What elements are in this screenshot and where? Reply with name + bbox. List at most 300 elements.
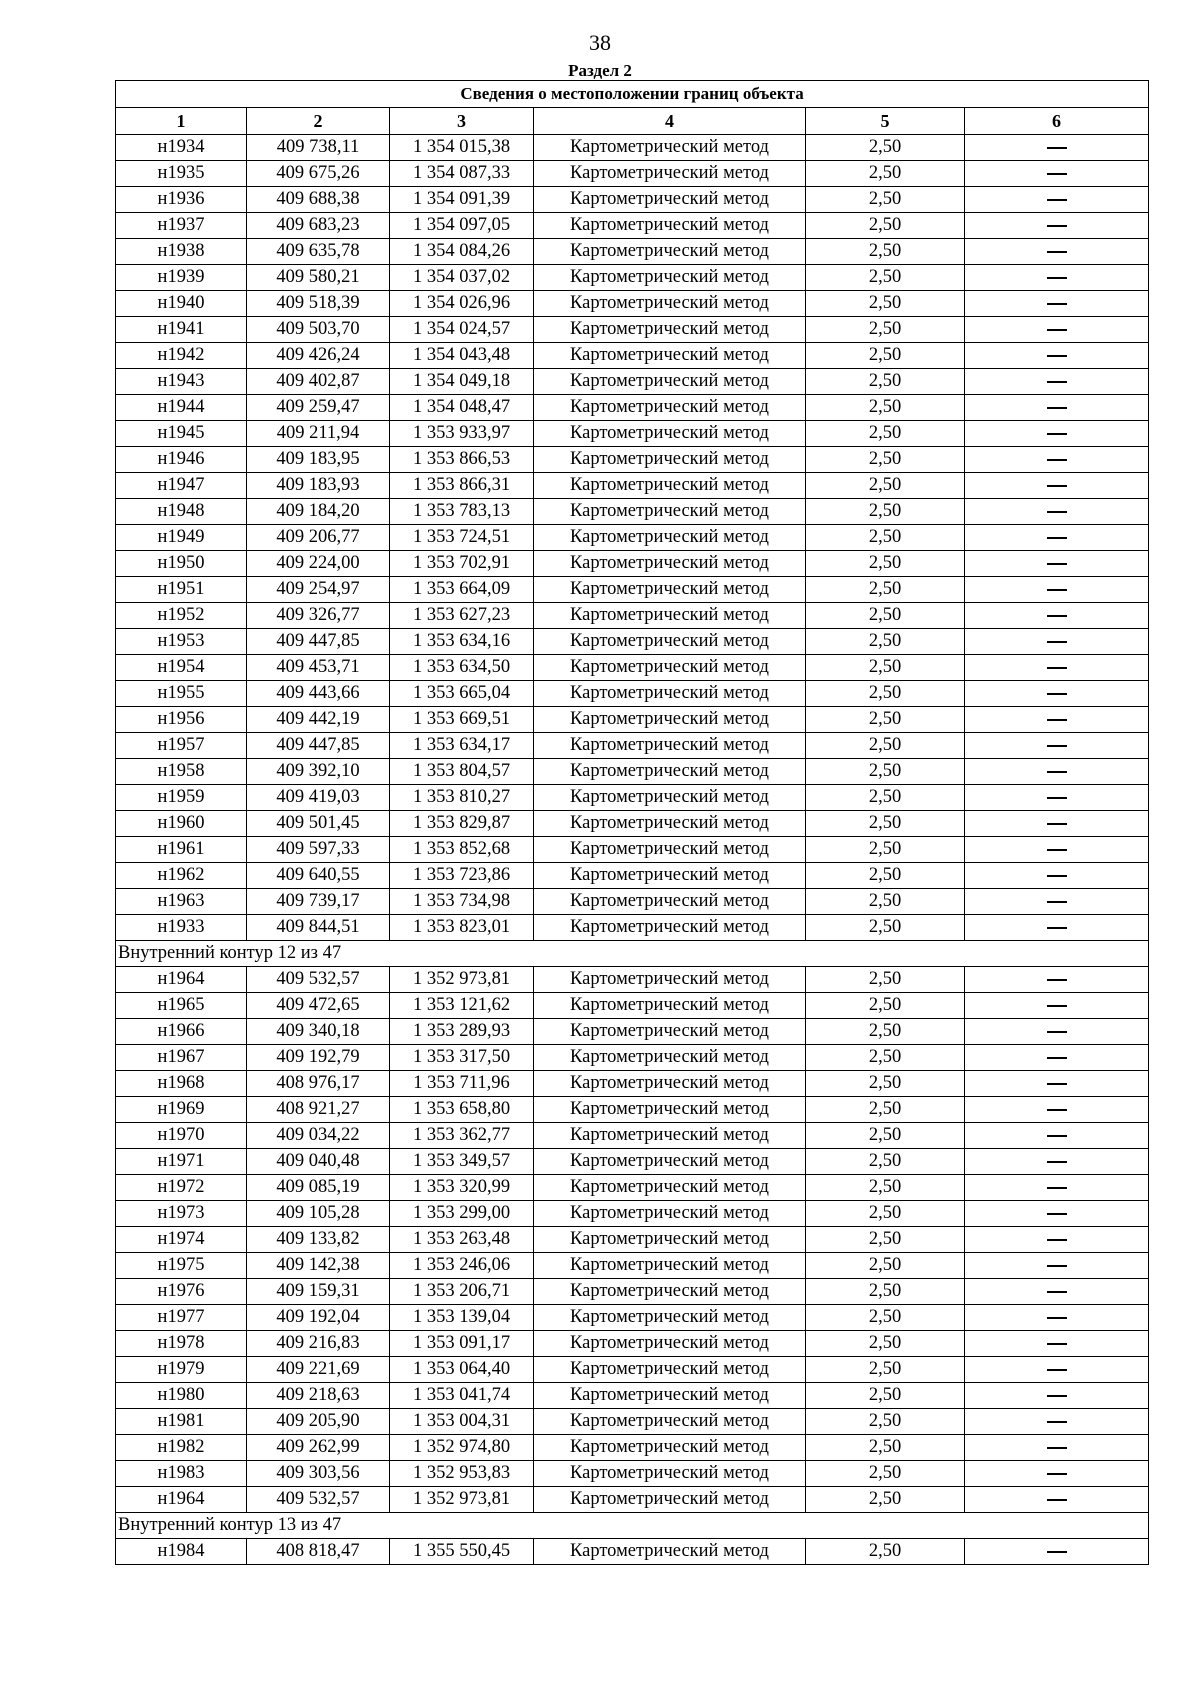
x-coordinate-cell: 409 133,82 bbox=[247, 1227, 390, 1253]
point-number-cell: н1978 bbox=[116, 1331, 247, 1357]
method-cell: Картометрический метод bbox=[534, 343, 806, 369]
table-row bbox=[116, 681, 1149, 707]
point-number-cell: н1974 bbox=[116, 1227, 247, 1253]
point-number-cell: н1942 bbox=[116, 343, 247, 369]
accuracy-cell: 2,50 bbox=[806, 629, 965, 655]
table-row bbox=[116, 1357, 1149, 1383]
table-row bbox=[116, 603, 1149, 629]
table-row bbox=[116, 1045, 1149, 1071]
x-coordinate-cell: 409 211,94 bbox=[247, 421, 390, 447]
point-number-cell: н1972 bbox=[116, 1175, 247, 1201]
method-cell: Картометрический метод bbox=[534, 993, 806, 1019]
dash-mark bbox=[1047, 407, 1067, 409]
point-number-cell: н1951 bbox=[116, 577, 247, 603]
method-cell: Картометрический метод bbox=[534, 1357, 806, 1383]
y-coordinate-cell: 1 353 933,97 bbox=[390, 421, 534, 447]
table-row bbox=[116, 343, 1149, 369]
note-cell bbox=[965, 395, 1149, 421]
method-cell: Картометрический метод bbox=[534, 1487, 806, 1513]
dash-mark bbox=[1047, 901, 1067, 903]
y-coordinate-cell: 1 353 669,51 bbox=[390, 707, 534, 733]
table-row bbox=[116, 785, 1149, 811]
point-number-cell: н1968 bbox=[116, 1071, 247, 1097]
y-coordinate-cell: 1 353 783,13 bbox=[390, 499, 534, 525]
dash-mark bbox=[1047, 225, 1067, 227]
note-cell bbox=[965, 655, 1149, 681]
method-cell: Картометрический метод bbox=[534, 161, 806, 187]
accuracy-cell: 2,50 bbox=[806, 707, 965, 733]
method-cell: Картометрический метод bbox=[534, 1045, 806, 1071]
x-coordinate-cell: 409 844,51 bbox=[247, 915, 390, 941]
method-cell: Картометрический метод bbox=[534, 1149, 806, 1175]
point-number-cell: н1943 bbox=[116, 369, 247, 395]
accuracy-cell: 2,50 bbox=[806, 681, 965, 707]
table-row bbox=[116, 1201, 1149, 1227]
dash-mark bbox=[1047, 1161, 1067, 1163]
note-cell bbox=[965, 369, 1149, 395]
x-coordinate-cell: 409 739,17 bbox=[247, 889, 390, 915]
method-cell: Картометрический метод bbox=[534, 395, 806, 421]
point-number-cell: н1961 bbox=[116, 837, 247, 863]
dash-mark bbox=[1047, 979, 1067, 981]
point-number-cell: н1967 bbox=[116, 1045, 247, 1071]
dash-mark bbox=[1047, 1499, 1067, 1501]
column-number: 3 bbox=[390, 108, 534, 135]
point-number-cell: н1980 bbox=[116, 1383, 247, 1409]
table-row bbox=[116, 863, 1149, 889]
table-row bbox=[116, 1175, 1149, 1201]
x-coordinate-cell: 409 447,85 bbox=[247, 629, 390, 655]
note-cell bbox=[965, 343, 1149, 369]
x-coordinate-cell: 409 326,77 bbox=[247, 603, 390, 629]
dash-mark bbox=[1047, 1031, 1067, 1033]
x-coordinate-cell: 409 392,10 bbox=[247, 759, 390, 785]
y-coordinate-cell: 1 354 091,39 bbox=[390, 187, 534, 213]
accuracy-cell: 2,50 bbox=[806, 369, 965, 395]
method-cell: Картометрический метод bbox=[534, 1123, 806, 1149]
x-coordinate-cell: 409 635,78 bbox=[247, 239, 390, 265]
point-number-cell: н1949 bbox=[116, 525, 247, 551]
contour-subheading: Внутренний контур 12 из 47 bbox=[116, 941, 1149, 967]
table-row bbox=[116, 447, 1149, 473]
method-cell: Картометрический метод bbox=[534, 733, 806, 759]
point-number-cell: н1963 bbox=[116, 889, 247, 915]
table-row bbox=[116, 1227, 1149, 1253]
x-coordinate-cell: 409 205,90 bbox=[247, 1409, 390, 1435]
note-cell bbox=[965, 1461, 1149, 1487]
note-cell bbox=[965, 863, 1149, 889]
method-cell: Картометрический метод bbox=[534, 967, 806, 993]
accuracy-cell: 2,50 bbox=[806, 733, 965, 759]
accuracy-cell: 2,50 bbox=[806, 161, 965, 187]
x-coordinate-cell: 409 184,20 bbox=[247, 499, 390, 525]
accuracy-cell: 2,50 bbox=[806, 1461, 965, 1487]
table-row bbox=[116, 811, 1149, 837]
y-coordinate-cell: 1 354 026,96 bbox=[390, 291, 534, 317]
point-number-cell: н1981 bbox=[116, 1409, 247, 1435]
point-number-cell: н1936 bbox=[116, 187, 247, 213]
accuracy-cell: 2,50 bbox=[806, 1123, 965, 1149]
x-coordinate-cell: 409 183,93 bbox=[247, 473, 390, 499]
point-number-cell: н1944 bbox=[116, 395, 247, 421]
accuracy-cell: 2,50 bbox=[806, 1045, 965, 1071]
dash-mark bbox=[1047, 771, 1067, 773]
y-coordinate-cell: 1 353 804,57 bbox=[390, 759, 534, 785]
point-number-cell: н1960 bbox=[116, 811, 247, 837]
accuracy-cell: 2,50 bbox=[806, 395, 965, 421]
method-cell: Картометрический метод bbox=[534, 1097, 806, 1123]
x-coordinate-cell: 409 105,28 bbox=[247, 1201, 390, 1227]
y-coordinate-cell: 1 353 829,87 bbox=[390, 811, 534, 837]
accuracy-cell: 2,50 bbox=[806, 239, 965, 265]
y-coordinate-cell: 1 354 087,33 bbox=[390, 161, 534, 187]
dash-mark bbox=[1047, 849, 1067, 851]
dash-mark bbox=[1047, 875, 1067, 877]
y-coordinate-cell: 1 353 246,06 bbox=[390, 1253, 534, 1279]
point-number-cell: н1976 bbox=[116, 1279, 247, 1305]
note-cell bbox=[965, 447, 1149, 473]
dash-mark bbox=[1047, 1395, 1067, 1397]
y-coordinate-cell: 1 353 664,09 bbox=[390, 577, 534, 603]
accuracy-cell: 2,50 bbox=[806, 1097, 965, 1123]
table-row bbox=[116, 707, 1149, 733]
point-number-cell: н1958 bbox=[116, 759, 247, 785]
y-coordinate-cell: 1 352 973,81 bbox=[390, 1487, 534, 1513]
contour-subheading-row bbox=[116, 941, 1149, 967]
x-coordinate-cell: 409 597,33 bbox=[247, 837, 390, 863]
table-row bbox=[116, 1019, 1149, 1045]
method-cell: Картометрический метод bbox=[534, 473, 806, 499]
method-cell: Картометрический метод bbox=[534, 1383, 806, 1409]
note-cell bbox=[965, 187, 1149, 213]
note-cell bbox=[965, 1331, 1149, 1357]
dash-mark bbox=[1047, 563, 1067, 565]
note-cell bbox=[965, 707, 1149, 733]
method-cell: Картометрический метод bbox=[534, 655, 806, 681]
dash-mark bbox=[1047, 1005, 1067, 1007]
method-cell: Картометрический метод bbox=[534, 863, 806, 889]
method-cell: Картометрический метод bbox=[534, 1279, 806, 1305]
table-row bbox=[116, 421, 1149, 447]
point-number-cell: н1934 bbox=[116, 135, 247, 161]
accuracy-cell: 2,50 bbox=[806, 1383, 965, 1409]
x-coordinate-cell: 409 224,00 bbox=[247, 551, 390, 577]
y-coordinate-cell: 1 353 702,91 bbox=[390, 551, 534, 577]
method-cell: Картометрический метод bbox=[534, 135, 806, 161]
accuracy-cell: 2,50 bbox=[806, 785, 965, 811]
table-row bbox=[116, 395, 1149, 421]
x-coordinate-cell: 409 303,56 bbox=[247, 1461, 390, 1487]
y-coordinate-cell: 1 352 974,80 bbox=[390, 1435, 534, 1461]
dash-mark bbox=[1047, 251, 1067, 253]
table-row bbox=[116, 291, 1149, 317]
note-cell bbox=[965, 1487, 1149, 1513]
point-number-cell: н1983 bbox=[116, 1461, 247, 1487]
y-coordinate-cell: 1 352 953,83 bbox=[390, 1461, 534, 1487]
note-cell bbox=[965, 629, 1149, 655]
x-coordinate-cell: 409 221,69 bbox=[247, 1357, 390, 1383]
dash-mark bbox=[1047, 277, 1067, 279]
point-number-cell: н1941 bbox=[116, 317, 247, 343]
accuracy-cell: 2,50 bbox=[806, 265, 965, 291]
accuracy-cell: 2,50 bbox=[806, 915, 965, 941]
method-cell: Картометрический метод bbox=[534, 629, 806, 655]
y-coordinate-cell: 1 353 723,86 bbox=[390, 863, 534, 889]
dash-mark bbox=[1047, 1317, 1067, 1319]
method-cell: Картометрический метод bbox=[534, 265, 806, 291]
x-coordinate-cell: 409 206,77 bbox=[247, 525, 390, 551]
method-cell: Картометрический метод bbox=[534, 369, 806, 395]
y-coordinate-cell: 1 353 320,99 bbox=[390, 1175, 534, 1201]
method-cell: Картометрический метод bbox=[534, 707, 806, 733]
method-cell: Картометрический метод bbox=[534, 915, 806, 941]
x-coordinate-cell: 409 532,57 bbox=[247, 967, 390, 993]
y-coordinate-cell: 1 353 852,68 bbox=[390, 837, 534, 863]
point-number-cell: н1975 bbox=[116, 1253, 247, 1279]
y-coordinate-cell: 1 353 634,16 bbox=[390, 629, 534, 655]
y-coordinate-cell: 1 354 015,38 bbox=[390, 135, 534, 161]
x-coordinate-cell: 409 472,65 bbox=[247, 993, 390, 1019]
method-cell: Картометрический метод bbox=[534, 785, 806, 811]
point-number-cell: н1964 bbox=[116, 1487, 247, 1513]
method-cell: Картометрический метод bbox=[534, 1253, 806, 1279]
x-coordinate-cell: 409 340,18 bbox=[247, 1019, 390, 1045]
table-row bbox=[116, 317, 1149, 343]
x-coordinate-cell: 409 192,04 bbox=[247, 1305, 390, 1331]
table-row bbox=[116, 915, 1149, 941]
point-number-cell: н1955 bbox=[116, 681, 247, 707]
table-row bbox=[116, 1253, 1149, 1279]
dash-mark bbox=[1047, 719, 1067, 721]
note-cell bbox=[965, 1123, 1149, 1149]
accuracy-cell: 2,50 bbox=[806, 421, 965, 447]
y-coordinate-cell: 1 354 043,48 bbox=[390, 343, 534, 369]
y-coordinate-cell: 1 353 349,57 bbox=[390, 1149, 534, 1175]
table-row bbox=[116, 525, 1149, 551]
dash-mark bbox=[1047, 459, 1067, 461]
y-coordinate-cell: 1 353 091,17 bbox=[390, 1331, 534, 1357]
table-row bbox=[116, 135, 1149, 161]
note-cell bbox=[965, 265, 1149, 291]
method-cell: Картометрический метод bbox=[534, 1539, 806, 1565]
x-coordinate-cell: 409 262,99 bbox=[247, 1435, 390, 1461]
point-number-cell: н1935 bbox=[116, 161, 247, 187]
y-coordinate-cell: 1 353 734,98 bbox=[390, 889, 534, 915]
y-coordinate-cell: 1 353 121,62 bbox=[390, 993, 534, 1019]
method-cell: Картометрический метод bbox=[534, 1409, 806, 1435]
dash-mark bbox=[1047, 693, 1067, 695]
table-row bbox=[116, 473, 1149, 499]
contour-subheading: Внутренний контур 13 из 47 bbox=[116, 1513, 1149, 1539]
x-coordinate-cell: 409 683,23 bbox=[247, 213, 390, 239]
point-number-cell: н1940 bbox=[116, 291, 247, 317]
note-cell bbox=[965, 1175, 1149, 1201]
note-cell bbox=[965, 811, 1149, 837]
accuracy-cell: 2,50 bbox=[806, 1331, 965, 1357]
dash-mark bbox=[1047, 329, 1067, 331]
note-cell bbox=[965, 1279, 1149, 1305]
y-coordinate-cell: 1 353 866,31 bbox=[390, 473, 534, 499]
note-cell bbox=[965, 1409, 1149, 1435]
x-coordinate-cell: 409 218,63 bbox=[247, 1383, 390, 1409]
dash-mark bbox=[1047, 537, 1067, 539]
table-row bbox=[116, 265, 1149, 291]
point-number-cell: н1956 bbox=[116, 707, 247, 733]
note-cell bbox=[965, 213, 1149, 239]
note-cell bbox=[965, 1071, 1149, 1097]
note-cell bbox=[965, 1045, 1149, 1071]
dash-mark bbox=[1047, 511, 1067, 513]
point-number-cell: н1982 bbox=[116, 1435, 247, 1461]
note-cell bbox=[965, 733, 1149, 759]
dash-mark bbox=[1047, 615, 1067, 617]
note-cell bbox=[965, 915, 1149, 941]
point-number-cell: н1973 bbox=[116, 1201, 247, 1227]
accuracy-cell: 2,50 bbox=[806, 343, 965, 369]
x-coordinate-cell: 409 142,38 bbox=[247, 1253, 390, 1279]
x-coordinate-cell: 409 085,19 bbox=[247, 1175, 390, 1201]
table-row bbox=[116, 655, 1149, 681]
accuracy-cell: 2,50 bbox=[806, 551, 965, 577]
accuracy-cell: 2,50 bbox=[806, 1409, 965, 1435]
dash-mark bbox=[1047, 1369, 1067, 1371]
dash-mark bbox=[1047, 1291, 1067, 1293]
table-row bbox=[116, 1435, 1149, 1461]
method-cell: Картометрический метод bbox=[534, 577, 806, 603]
table-row bbox=[116, 1539, 1149, 1565]
method-cell: Картометрический метод bbox=[534, 1175, 806, 1201]
accuracy-cell: 2,50 bbox=[806, 759, 965, 785]
dash-mark bbox=[1047, 1343, 1067, 1345]
accuracy-cell: 2,50 bbox=[806, 577, 965, 603]
note-cell bbox=[965, 1539, 1149, 1565]
page-number: 38 bbox=[589, 30, 611, 55]
dash-mark bbox=[1047, 797, 1067, 799]
table-row bbox=[116, 837, 1149, 863]
x-coordinate-cell: 409 688,38 bbox=[247, 187, 390, 213]
y-coordinate-cell: 1 353 263,48 bbox=[390, 1227, 534, 1253]
table-row bbox=[116, 1409, 1149, 1435]
method-cell: Картометрический метод bbox=[534, 187, 806, 213]
table-row bbox=[116, 1123, 1149, 1149]
note-cell bbox=[965, 837, 1149, 863]
note-cell bbox=[965, 681, 1149, 707]
y-coordinate-cell: 1 353 627,23 bbox=[390, 603, 534, 629]
dash-mark bbox=[1047, 1187, 1067, 1189]
dash-mark bbox=[1047, 1109, 1067, 1111]
dash-mark bbox=[1047, 147, 1067, 149]
accuracy-cell: 2,50 bbox=[806, 291, 965, 317]
dash-mark bbox=[1047, 823, 1067, 825]
accuracy-cell: 2,50 bbox=[806, 863, 965, 889]
note-cell bbox=[965, 759, 1149, 785]
method-cell: Картометрический метод bbox=[534, 213, 806, 239]
y-coordinate-cell: 1 353 139,04 bbox=[390, 1305, 534, 1331]
dash-mark bbox=[1047, 1135, 1067, 1137]
note-cell bbox=[965, 239, 1149, 265]
dash-mark bbox=[1047, 641, 1067, 643]
point-number-cell: н1937 bbox=[116, 213, 247, 239]
x-coordinate-cell: 409 442,19 bbox=[247, 707, 390, 733]
x-coordinate-cell: 409 426,24 bbox=[247, 343, 390, 369]
table-row bbox=[116, 733, 1149, 759]
method-cell: Картометрический метод bbox=[534, 837, 806, 863]
point-number-cell: н1954 bbox=[116, 655, 247, 681]
accuracy-cell: 2,50 bbox=[806, 1227, 965, 1253]
point-number-cell: н1933 bbox=[116, 915, 247, 941]
point-number-cell: н1984 bbox=[116, 1539, 247, 1565]
accuracy-cell: 2,50 bbox=[806, 525, 965, 551]
point-number-cell: н1945 bbox=[116, 421, 247, 447]
column-number: 6 bbox=[965, 108, 1149, 135]
contour-subheading-row bbox=[116, 1513, 1149, 1539]
table-row bbox=[116, 759, 1149, 785]
accuracy-cell: 2,50 bbox=[806, 473, 965, 499]
table-title-row bbox=[116, 81, 1149, 108]
note-cell bbox=[965, 1435, 1149, 1461]
accuracy-cell: 2,50 bbox=[806, 1305, 965, 1331]
table-row bbox=[116, 889, 1149, 915]
dash-mark bbox=[1047, 355, 1067, 357]
table-row bbox=[116, 577, 1149, 603]
point-number-cell: н1952 bbox=[116, 603, 247, 629]
table-row bbox=[116, 993, 1149, 1019]
point-number-cell: н1947 bbox=[116, 473, 247, 499]
accuracy-cell: 2,50 bbox=[806, 993, 965, 1019]
dash-mark bbox=[1047, 1057, 1067, 1059]
method-cell: Картометрический метод bbox=[534, 525, 806, 551]
y-coordinate-cell: 1 354 048,47 bbox=[390, 395, 534, 421]
point-number-cell: н1950 bbox=[116, 551, 247, 577]
method-cell: Картометрический метод bbox=[534, 811, 806, 837]
accuracy-cell: 2,50 bbox=[806, 603, 965, 629]
note-cell bbox=[965, 1019, 1149, 1045]
method-cell: Картометрический метод bbox=[534, 1227, 806, 1253]
table-row bbox=[116, 1097, 1149, 1123]
table-row bbox=[116, 1383, 1149, 1409]
method-cell: Картометрический метод bbox=[534, 1305, 806, 1331]
dash-mark bbox=[1047, 1239, 1067, 1241]
table-row bbox=[116, 239, 1149, 265]
accuracy-cell: 2,50 bbox=[806, 889, 965, 915]
point-number-cell: н1966 bbox=[116, 1019, 247, 1045]
point-number-cell: н1970 bbox=[116, 1123, 247, 1149]
point-number-cell: н1946 bbox=[116, 447, 247, 473]
y-coordinate-cell: 1 353 041,74 bbox=[390, 1383, 534, 1409]
y-coordinate-cell: 1 353 823,01 bbox=[390, 915, 534, 941]
note-cell bbox=[965, 577, 1149, 603]
accuracy-cell: 2,50 bbox=[806, 135, 965, 161]
table-row bbox=[116, 161, 1149, 187]
note-cell bbox=[965, 993, 1149, 1019]
x-coordinate-cell: 409 443,66 bbox=[247, 681, 390, 707]
point-number-cell: н1959 bbox=[116, 785, 247, 811]
dash-mark bbox=[1047, 1447, 1067, 1449]
method-cell: Картометрический метод bbox=[534, 1201, 806, 1227]
dash-mark bbox=[1047, 1551, 1067, 1553]
y-coordinate-cell: 1 353 634,50 bbox=[390, 655, 534, 681]
accuracy-cell: 2,50 bbox=[806, 213, 965, 239]
table-row bbox=[116, 551, 1149, 577]
dash-mark bbox=[1047, 1265, 1067, 1267]
point-number-cell: н1957 bbox=[116, 733, 247, 759]
table-title: Сведения о местоположении границ объекта bbox=[116, 81, 1149, 108]
method-cell: Картометрический метод bbox=[534, 421, 806, 447]
accuracy-cell: 2,50 bbox=[806, 1019, 965, 1045]
accuracy-cell: 2,50 bbox=[806, 1071, 965, 1097]
dash-mark bbox=[1047, 199, 1067, 201]
section-title: Раздел 2 bbox=[568, 61, 632, 80]
